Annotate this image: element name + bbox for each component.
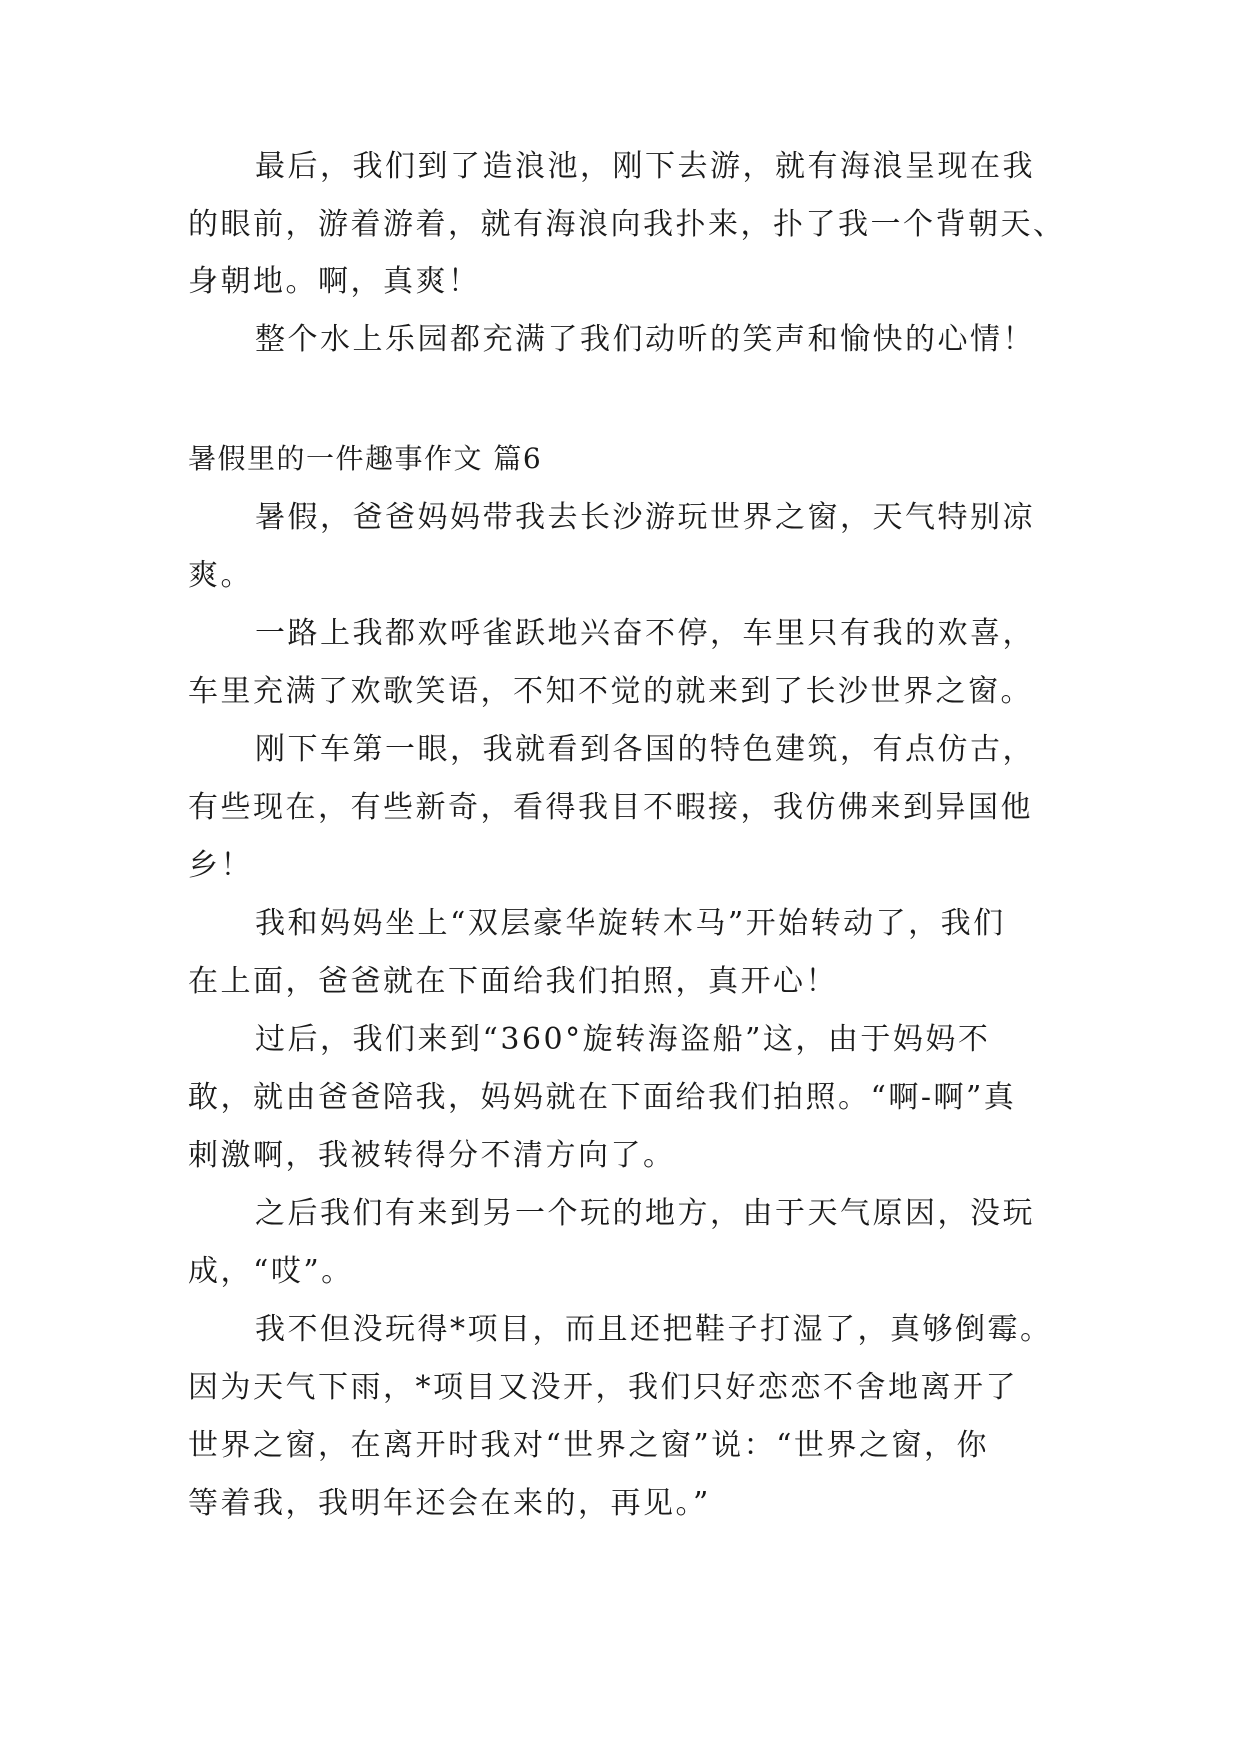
section-heading: 暑假里的一件趣事作文 篇6 (188, 442, 543, 475)
text-line: 成，“哎”。 (188, 1254, 354, 1289)
text-line: 有些现在，有些新奇，看得我目不暇接，我仿佛来到异国他 (188, 790, 1033, 825)
text-line: 刺激啊，我被转得分不清方向了。 (188, 1138, 676, 1173)
text-line: 车里充满了欢歌笑语，不知不觉的就来到了长沙世界之窗。 (188, 674, 1033, 709)
text-line: 我不但没玩得*项目，而且还把鞋子打湿了，真够倒霉。 (255, 1312, 1053, 1347)
text-line: 过后，我们来到“360°旋转海盗船”这，由于妈妈不 (255, 1022, 991, 1057)
text-line: 我和妈妈坐上“双层豪华旋转木马”开始转动了，我们 (255, 906, 1006, 941)
text-line: 的眼前，游着游着，就有海浪向我扑来，扑了我一个背朝天、 (188, 207, 1066, 242)
text-line: 一路上我都欢呼雀跃地兴奋不停，车里只有我的欢喜， (255, 616, 1035, 651)
text-line: 身朝地。啊，真爽！ (188, 264, 481, 299)
text-line: 等着我，我明年还会在来的，再见。” (188, 1486, 711, 1521)
text-line: 乡！ (188, 848, 253, 883)
text-line: 整个水上乐园都充满了我们动听的笑声和愉快的心情！ (255, 322, 1035, 357)
text-line: 因为天气下雨，*项目又没开，我们只好恋恋不舍地离开了 (188, 1370, 1018, 1405)
text-line: 世界之窗，在离开时我对“世界之窗”说：“世界之窗，你 (188, 1428, 990, 1463)
text-line: 之后我们有来到另一个玩的地方，由于天气原因，没玩 (255, 1196, 1035, 1231)
text-line: 敢，就由爸爸陪我，妈妈就在下面给我们拍照。“啊-啊”真 (188, 1080, 1017, 1115)
text-line: 在上面，爸爸就在下面给我们拍照，真开心！ (188, 964, 838, 999)
text-line: 爽。 (188, 558, 253, 593)
text-line: 暑假，爸爸妈妈带我去长沙游玩世界之窗，天气特别凉 (255, 500, 1035, 535)
text-line: 刚下车第一眼，我就看到各国的特色建筑，有点仿古， (255, 732, 1035, 767)
text-line: 最后，我们到了造浪池，刚下去游，就有海浪呈现在我 (255, 149, 1035, 184)
